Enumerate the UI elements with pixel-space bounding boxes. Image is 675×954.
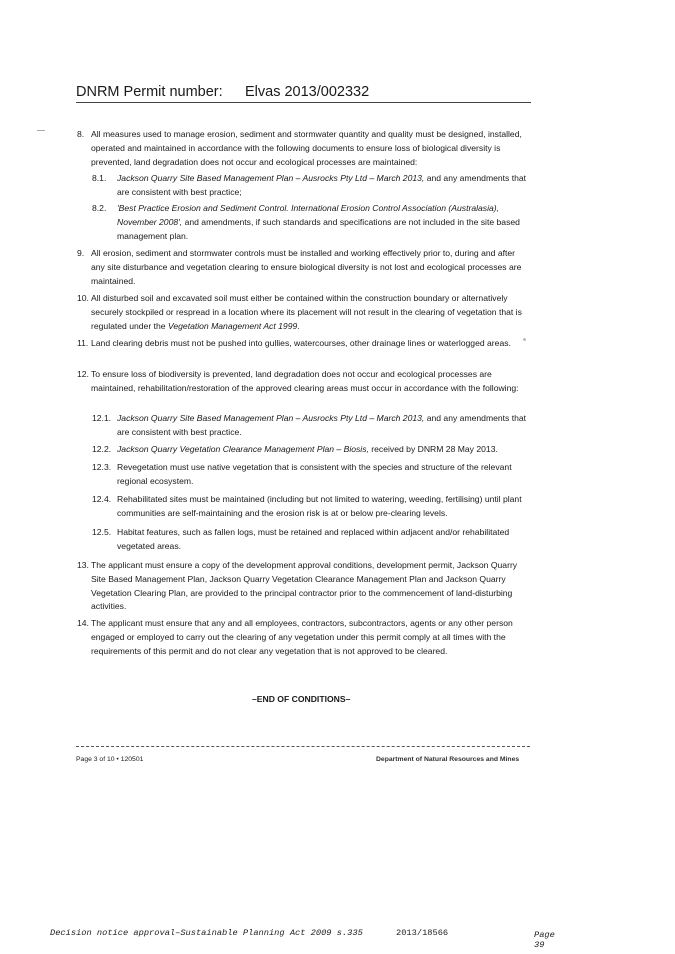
- margin-mark: [37, 130, 45, 131]
- condition-number: 12.4.: [92, 494, 112, 504]
- document-title: Jackson Quarry Site Based Management Plan – Ausrocks Pty Ltd – March 2013,: [117, 413, 425, 423]
- condition-number: 12.: [77, 369, 89, 379]
- condition-number: 8.2.: [92, 203, 107, 213]
- condition-number: 12.2.: [92, 444, 112, 454]
- condition-number: 8.: [77, 129, 85, 139]
- condition-text: All erosion, sediment and stormwater controls must be installed and working effectively prior to, during and after any site disturbance and vegetation clearing to ensure biological diversity is not lost and ecological processes are maintained.: [91, 248, 522, 286]
- permit-header: [76, 84, 528, 104]
- condition-text: Land clearing debris must not be pushed into gullies, watercourses, other drainage lines or waterlogged areas.: [91, 338, 511, 348]
- document-title: Jackson Quarry Site Based Management Plan – Ausrocks Pty Ltd – March 2013,: [117, 173, 425, 183]
- condition-number: 10.: [77, 293, 89, 303]
- condition-text: Habitat features, such as fallen logs, must be retained and replaced within adjacent and/or rehabilitated vegetated areas.: [117, 527, 510, 551]
- condition-text: To ensure loss of biodiversity is prevented, land degradation does not occur and ecological processes are maintained, rehabilitation/restoration of the approved clearing areas must occur in accordance with the following:: [91, 369, 519, 393]
- condition-number: 12.5.: [92, 527, 112, 537]
- condition-number: 13.: [77, 560, 89, 570]
- permit-number-label: DNRM Permit number:: [76, 84, 223, 100]
- condition-text: Revegetation must use native vegetation that is consistent with the species and structure of the relevant regional ecosystem.: [117, 462, 512, 486]
- condition-text: received by DNRM 28 May 2013.: [368, 444, 498, 454]
- footer-department: Department of Natural Resources and Mines: [376, 756, 520, 763]
- act-title: Vegetation Management Act 1999: [167, 320, 298, 331]
- document-title: 'Best Practice Erosion and Sediment Control. International Erosion Control Association (Australasia), November 2008',: [117, 203, 500, 227]
- condition-text: The applicant must ensure that any and all employees, contractors, subcontractors, agents or any other person engaged or employed to carry out the clearing of any vegetation under this permit comply at all times with the requirements of this permit and do not clear any vegetation that is not approved to be cleared.: [91, 618, 513, 656]
- condition-number: 8.1.: [92, 173, 107, 183]
- condition-text: The applicant must ensure a copy of the development approval conditions, development permit, Jackson Quarry Site Based Management Plan, Jackson Quarry Vegetation Clearance Management Plan and Jackson Quarry Vegetation Clearing Plan, are provided to the principal contractor prior to the commencement of land-disturbing activities.: [91, 560, 518, 612]
- condition-number: 9.: [77, 248, 85, 258]
- condition-number: 14.: [77, 618, 89, 628]
- footer-rule: [76, 746, 530, 747]
- stamp-reference: 2013/18566: [396, 928, 449, 938]
- condition-text: All disturbed soil and excavated soil must either be contained within the construction boundary or alternatively securely stockpiled or respread in a location where its placement will not result in the clearing of vegetation that is regulated under the: [91, 293, 522, 331]
- header-rule: [76, 102, 531, 103]
- condition-number: 12.3.: [92, 462, 112, 472]
- footer-page-number: Page 3 of 10 • 120501: [76, 756, 144, 763]
- stamp-page: Page 39: [534, 930, 555, 950]
- condition-text: All measures used to manage erosion, sediment and stormwater quantity and quality must be designed, installed, operated and maintained in accordance with the following documents to ensure loss of biological diversity is prevented, land degradation does not occur and ecological processes are maintained:: [91, 129, 522, 167]
- stamp-title: Decision notice approval–Sustainable Planning Act 2009 s.335: [50, 928, 363, 938]
- condition-text: and any amendments that are consistent with best practice.: [117, 413, 527, 437]
- condition-text: and any amendments that are consistent with best practice;: [117, 173, 527, 197]
- condition-text: Rehabilitated sites must be maintained (including but not limited to watering, weeding, fertilising) until plant communities are self-maintaining and the erosion risk is at or below pre-clearing levels.: [117, 494, 522, 518]
- end-of-conditions: –END OF CONDITIONS–: [252, 694, 351, 704]
- condition-number: 12.1.: [92, 413, 112, 423]
- permit-number-value: Elvas 2013/002332: [245, 84, 370, 100]
- condition-text: and amendments, if such standards and specifications are not included in the site based management plan.: [117, 216, 520, 241]
- document-stamp: [50, 928, 555, 950]
- condition-text-end: .: [297, 320, 300, 331]
- condition-number: 11.: [77, 338, 89, 348]
- document-title: Jackson Quarry Vegetation Clearance Management Plan – Biosis,: [117, 444, 369, 454]
